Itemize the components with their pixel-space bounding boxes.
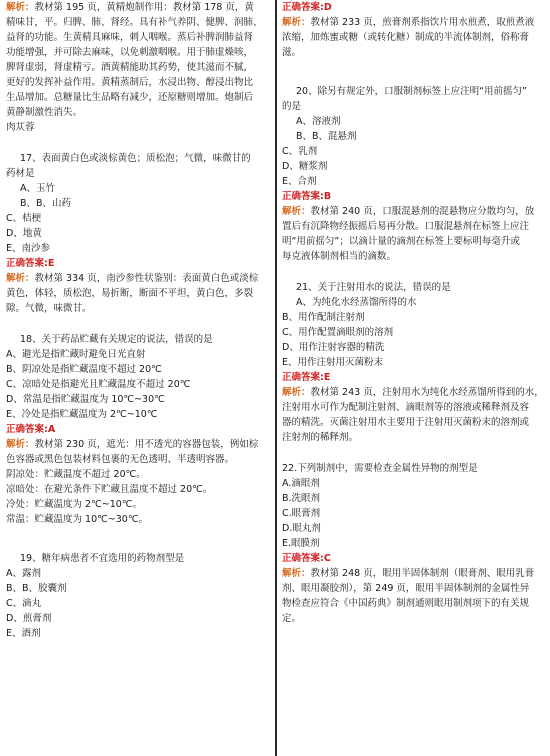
question-stem: 的是: [282, 101, 302, 112]
option-e[interactable]: E、冷处是指贮藏温度为 2℃~10℃: [6, 409, 158, 420]
explain-note: 凉暗处：在避光条件下贮藏且温度不超过 20℃。: [6, 484, 213, 495]
option-d[interactable]: D、用作注射容器的精洗: [282, 342, 385, 353]
explain-text: 物检查应符合《中国药典》制剂通则眼用制剂项下的有关规: [282, 598, 530, 609]
explain-text: 教材第 230 页，遮光：用不透光的容器包装，例如棕: [34, 439, 259, 450]
explain-text: 更好的发挥补益作用。黄精蒸制后，水浸出物、醇浸出物比: [6, 77, 254, 88]
explain-text: 益肾的功能。生黄精具麻味，刺人咽喉。蒸后补脾润肺益肾: [6, 32, 254, 43]
option-e[interactable]: E、酒剂: [6, 628, 41, 639]
explain-text: 黄静制激性消失。: [6, 107, 83, 118]
explain-text: 定。: [282, 613, 302, 624]
explain-text: 剂、眼用凝胶剂），第 249 页，眼用半固体制剂的金属性异: [282, 583, 530, 594]
option-e[interactable]: E、合剂: [282, 176, 317, 187]
option-d[interactable]: D、常温是指贮藏温度为 10℃~30℃: [6, 394, 165, 405]
explain-text: 生品增加。总糖量比生品略有减少，还原糖则增加。炮制后: [6, 92, 254, 103]
option-c[interactable]: C、桔梗: [6, 213, 42, 224]
question-19-answer: [282, 0, 544, 60]
question-stem: 18、关于药品贮藏有关规定的说法，错误的是: [20, 334, 213, 345]
explain-text: 功能增强，并可除去麻味，以免刺激咽喉。用于肺虚燥咳，: [6, 47, 254, 58]
explain-text: 隙。气微，味微甘。: [6, 303, 92, 314]
explain-text: 每克液体制剂相当的滴数。: [282, 251, 397, 262]
option-d[interactable]: D.眼丸剂: [282, 523, 321, 534]
option-b[interactable]: B、B、胶囊剂: [6, 583, 67, 594]
explain-label: 解析：: [6, 439, 35, 450]
column-divider: [275, 0, 277, 756]
explain-text: 注射剂的稀释剂。: [282, 432, 359, 443]
explain-text: 置后有沉降物经振摇后易再分散。口服混悬剂在标签上应注: [282, 221, 530, 232]
correct-answer: 正确答案:E: [282, 372, 331, 383]
question-stem: 17、表面黄白色或淡棕黄色；质松泡；气微，味微甘的: [20, 153, 251, 164]
explain-text: 教材第 248 页，眼用半固体制剂（眼膏剂、眼用乳膏: [310, 568, 535, 579]
option-a[interactable]: A、玉竹: [20, 183, 55, 194]
option-c[interactable]: C、乳剂: [282, 146, 318, 157]
explain-text: 色容器或黑色包装材料包裹的无色透明、半透明容器。: [6, 454, 235, 465]
explain-note: 阴凉处：贮藏温度不超过 20℃。: [6, 469, 146, 480]
option-c[interactable]: C、滴丸: [6, 598, 42, 609]
option-a[interactable]: A、避光是指贮藏时避免日光直射: [6, 349, 146, 360]
intro-explanation: [6, 0, 272, 135]
correct-answer: 正确答案:B: [282, 191, 332, 202]
question-stem: 19、糖年病患者不宜选用的药物剂型是: [20, 553, 185, 564]
right-column: [282, 0, 544, 756]
option-c[interactable]: C.眼膏剂: [282, 508, 321, 519]
explain-label: 解析：: [282, 387, 311, 398]
question-22: [282, 461, 544, 626]
question-stem: 21、关于注射用水的说法，错误的是: [296, 282, 451, 293]
explain-label: 解析：: [282, 568, 311, 579]
correct-answer: 正确答案:D: [282, 2, 332, 13]
question-17: [6, 151, 272, 316]
explain-text: 浓缩，加炼蜜或糖（或转化糖）制成的半流体制剂，俗称膏: [282, 32, 530, 43]
question-20: [282, 84, 544, 264]
option-e[interactable]: E.眼膜剂: [282, 538, 320, 549]
explain-text: 教材第 233 页，煎膏剂系指饮片用水煎煮，取煎煮液: [310, 17, 535, 28]
option-b[interactable]: B.洗眼剂: [282, 493, 321, 504]
explain-text: 精味甘，平。归脾、肺、肾经。具有补气养阴、健脾、润肺、: [6, 17, 263, 28]
option-d[interactable]: D、地黄: [6, 228, 42, 239]
explain-text: 器的精洗。灭菌注射用水主要用于注射用灭菌粉末的溶剂或: [282, 417, 530, 428]
question-stem: 药材是: [6, 168, 35, 179]
option-a[interactable]: A.滴眼剂: [282, 478, 320, 489]
explain-text: 脾肾虚弱，肾虚精亏。酒黄精能助其药势，使其滋而不腻，: [6, 62, 254, 73]
option-b[interactable]: B、B、山药: [20, 198, 72, 209]
explain-label: 解析：: [282, 17, 311, 28]
option-d[interactable]: D、糖浆剂: [282, 161, 328, 172]
explain-text: 注射用水可作为配制注射剂、滴眼剂等的溶液或稀释剂及容: [282, 402, 530, 413]
question-21: [282, 280, 544, 445]
option-b[interactable]: B、阴凉处是指贮藏温度不超过 20℃: [6, 364, 162, 375]
option-c[interactable]: C、凉暗处是指避光且贮藏温度不超过 20℃: [6, 379, 191, 390]
correct-answer: 正确答案:A: [6, 424, 56, 435]
option-c[interactable]: C、用作配置滴眼剂的溶剂: [282, 327, 394, 338]
explain-text: 教材第 240 页，口服混悬剂的混悬物应分散均匀，放: [310, 206, 535, 217]
option-e[interactable]: E、用作注射用灭菌粉末: [282, 357, 384, 368]
explain-note: 冷处：贮藏温度为 2℃~10℃。: [6, 499, 142, 510]
explain-note: 常温：贮藏温度为 10℃~30℃。: [6, 514, 148, 525]
explain-text: 教材第 243 页，注射用水为纯化水经蒸馏所得到的水，: [310, 387, 544, 398]
option-a[interactable]: A、为纯化水经蒸馏所得的水: [296, 297, 417, 308]
explain-text: 黄色，体轻，质松泡，易折断，断面不平坦，黄白色，多裂: [6, 288, 254, 299]
option-a[interactable]: A、溶液剂: [296, 116, 341, 127]
question-stem: 22.下列制剂中，需要检查金属性异物的剂型是: [282, 463, 478, 474]
explain-text: 教材第 334 页，南沙参性状鉴别：表面黄白色或淡棕: [34, 273, 259, 284]
option-b[interactable]: B、B、混悬剂: [296, 131, 357, 142]
correct-answer: 正确答案:C: [282, 553, 331, 564]
option-d[interactable]: D、煎膏剂: [6, 613, 52, 624]
explain-label: 解析：: [282, 206, 311, 217]
question-19: [6, 551, 272, 641]
explain-text: 教材第 195 页，黄精炮制作用：教材第 178 页，黄: [34, 2, 254, 13]
explain-text: 肉苁蓉: [6, 122, 35, 133]
option-e[interactable]: E、南沙参: [6, 243, 51, 254]
question-18: [6, 332, 272, 527]
left-column: [6, 0, 272, 756]
question-stem: 20、除另有规定外，口服制剂标签上应注明“用前摇匀”: [296, 86, 527, 97]
option-a[interactable]: A、露剂: [6, 568, 41, 579]
explain-label: 解析：: [6, 273, 35, 284]
explain-text: 滋。: [282, 47, 302, 58]
explain-text: 明“用前摇匀”；以滴计量的滴剂在标签上要标明每毫升或: [282, 236, 520, 247]
correct-answer: 正确答案:E: [6, 258, 55, 269]
explain-label: 解析：: [6, 2, 35, 13]
option-b[interactable]: B、用作配制注射剂: [282, 312, 365, 323]
